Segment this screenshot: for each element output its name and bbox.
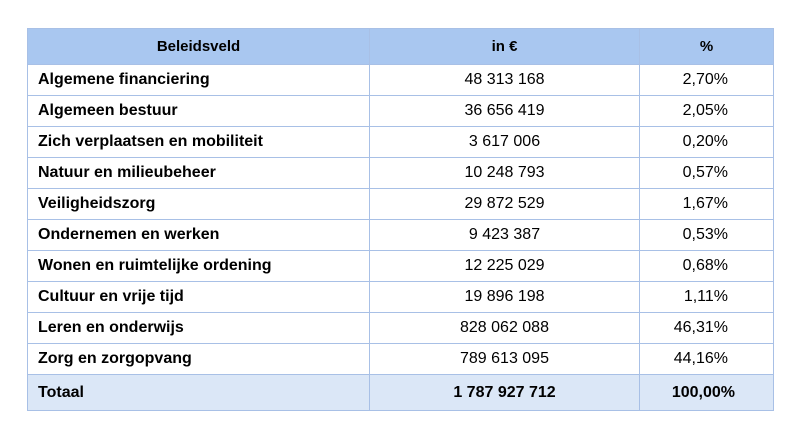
row-name: Leren en onderwijs: [28, 313, 370, 344]
budget-table: [27, 28, 774, 411]
budget-table-container: [27, 28, 773, 411]
header-beleidsveld: Beleidsveld: [28, 29, 370, 65]
table-row: [28, 65, 774, 96]
table-header: [28, 29, 774, 65]
table-body: [28, 65, 774, 375]
total-amount: 1 787 927 712: [370, 375, 640, 411]
table-row: [28, 158, 774, 189]
row-name: Natuur en milieubeheer: [28, 158, 370, 189]
row-amount: 19 896 198: [370, 282, 640, 313]
row-percentage: 44,16%: [640, 344, 774, 375]
row-amount: 12 225 029: [370, 251, 640, 282]
row-amount: 828 062 088: [370, 313, 640, 344]
row-name: Algemeen bestuur: [28, 96, 370, 127]
row-percentage: 0,57%: [640, 158, 774, 189]
row-percentage: 1,11%: [640, 282, 774, 313]
row-name: Wonen en ruimtelijke ordening: [28, 251, 370, 282]
table-row: [28, 313, 774, 344]
row-name: Cultuur en vrije tijd: [28, 282, 370, 313]
total-label: Totaal: [28, 375, 370, 411]
table-footer: [28, 375, 774, 411]
row-amount: 29 872 529: [370, 189, 640, 220]
total-row: [28, 375, 774, 411]
table-row: [28, 127, 774, 158]
table-row: [28, 220, 774, 251]
row-amount: 48 313 168: [370, 65, 640, 96]
header-row: [28, 29, 774, 65]
table-row: [28, 189, 774, 220]
row-name: Zich verplaatsen en mobiliteit: [28, 127, 370, 158]
table-row: [28, 251, 774, 282]
header-percentage: %: [640, 29, 774, 65]
row-percentage: 0,20%: [640, 127, 774, 158]
row-amount: 9 423 387: [370, 220, 640, 251]
row-percentage: 0,53%: [640, 220, 774, 251]
row-amount: 36 656 419: [370, 96, 640, 127]
table-row: [28, 96, 774, 127]
row-percentage: 0,68%: [640, 251, 774, 282]
row-percentage: 2,05%: [640, 96, 774, 127]
table-row: [28, 344, 774, 375]
row-percentage: 2,70%: [640, 65, 774, 96]
row-amount: 10 248 793: [370, 158, 640, 189]
row-name: Veiligheidszorg: [28, 189, 370, 220]
total-percentage: 100,00%: [640, 375, 774, 411]
row-name: Ondernemen en werken: [28, 220, 370, 251]
row-percentage: 46,31%: [640, 313, 774, 344]
row-percentage: 1,67%: [640, 189, 774, 220]
table-row: [28, 282, 774, 313]
row-amount: 3 617 006: [370, 127, 640, 158]
row-name: Zorg en zorgopvang: [28, 344, 370, 375]
row-name: Algemene financiering: [28, 65, 370, 96]
header-amount: in €: [370, 29, 640, 65]
row-amount: 789 613 095: [370, 344, 640, 375]
